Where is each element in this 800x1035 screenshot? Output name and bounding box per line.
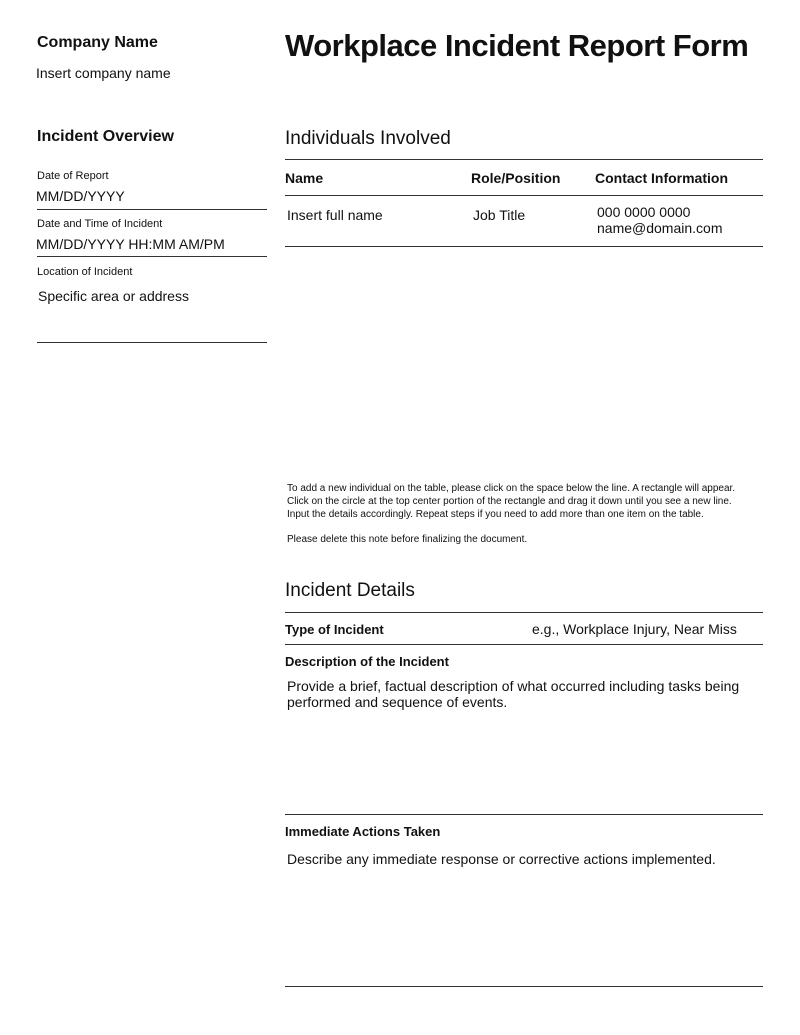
- divider: [285, 612, 763, 613]
- divider: [37, 256, 267, 257]
- divider: [285, 644, 763, 645]
- immediate-actions-label: Immediate Actions Taken: [285, 824, 441, 839]
- immediate-actions-field[interactable]: Describe any immediate response or corrective actions implemented.: [287, 851, 716, 867]
- company-name-label: Company Name: [37, 34, 158, 51]
- divider: [37, 209, 267, 210]
- table-top-rule: [285, 159, 763, 160]
- column-header-name: Name: [285, 170, 324, 186]
- column-header-role: Role/Position: [471, 170, 561, 186]
- date-time-incident-label: Date and Time of Incident: [37, 218, 163, 230]
- location-incident-field[interactable]: Specific area or address: [38, 288, 189, 304]
- date-of-report-label: Date of Report: [37, 170, 109, 182]
- individual-role-cell[interactable]: Job Title: [473, 207, 526, 223]
- divider: [285, 986, 763, 987]
- table-header-rule: [285, 195, 763, 196]
- individual-phone-cell[interactable]: 000 0000 0000: [597, 204, 691, 220]
- column-header-contact: Contact Information: [595, 170, 728, 186]
- page-title: Workplace Incident Report Form: [285, 28, 749, 63]
- table-instruction-note-line-3: Input the details accordingly. Repeat steps if you need to add more than one item on the table.: [287, 509, 704, 520]
- table-instruction-note-line-1: To add a new individual on the table, please click on the space below the line. A rectangle will appear.: [287, 483, 736, 494]
- type-of-incident-label: Type of Incident: [285, 622, 384, 637]
- incident-details-heading: Incident Details: [285, 580, 415, 601]
- description-label: Description of the Incident: [285, 654, 449, 669]
- date-of-report-field[interactable]: MM/DD/YYYY: [36, 188, 125, 204]
- description-field[interactable]: Provide a brief, factual description of what occurred including tasks being performed and sequence of events.: [287, 678, 740, 710]
- individuals-involved-heading: Individuals Involved: [285, 128, 451, 149]
- date-time-incident-field[interactable]: MM/DD/YYYY HH:MM AM/PM: [36, 236, 225, 252]
- delete-note-instruction: Please delete this note before finalizing the document.: [287, 534, 528, 545]
- table-instruction-note-line-2: Click on the circle at the top center portion of the rectangle and drag it down until you see a new line.: [287, 496, 732, 507]
- table-bottom-rule: [285, 246, 763, 247]
- company-name-field[interactable]: Insert company name: [36, 65, 171, 81]
- type-of-incident-field[interactable]: e.g., Workplace Injury, Near Miss: [532, 621, 737, 637]
- individual-name-cell[interactable]: Insert full name: [287, 207, 383, 223]
- divider: [37, 342, 267, 343]
- divider: [285, 814, 763, 815]
- individual-email-cell[interactable]: name@domain.com: [597, 220, 723, 236]
- incident-overview-heading: Incident Overview: [37, 128, 174, 145]
- location-incident-label: Location of Incident: [37, 266, 133, 278]
